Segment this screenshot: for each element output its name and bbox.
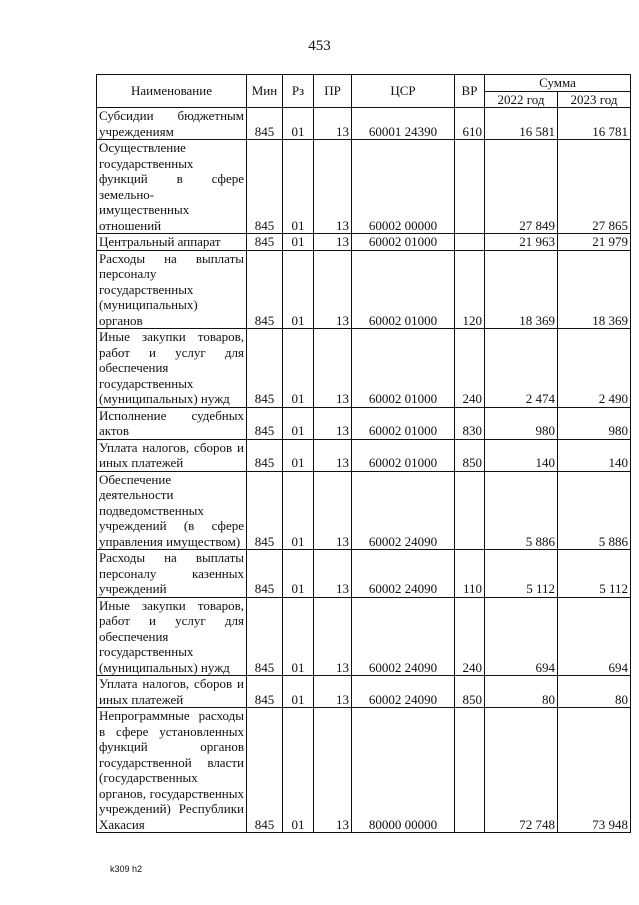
row-amount-2022: 5 886 [485,471,558,550]
table-row [97,329,631,408]
header-year-2022: 2022 год [485,91,558,108]
row-pr: 13 [314,407,352,439]
row-name: Непрограммные расходы в сфере установленных функций органов государственной власти (государственных органов, государственных учреждений) Республики Хакасия [97,708,247,833]
row-csr: 60002 01000 [352,407,455,439]
table-row [97,597,631,676]
row-csr: 60002 01000 [352,329,455,408]
row-rz: 01 [283,234,314,251]
row-vr: 850 [455,439,485,471]
row-csr: 60002 00000 [352,140,455,234]
row-min: 845 [247,140,283,234]
row-csr: 60002 01000 [352,250,455,329]
row-vr [455,234,485,251]
row-csr: 60002 24090 [352,550,455,598]
row-amount-2022: 2 474 [485,329,558,408]
table-row [97,676,631,708]
row-csr: 60002 01000 [352,439,455,471]
row-rz: 01 [283,439,314,471]
row-name: Уплата налогов, сборов и иных платежей [97,439,247,471]
row-pr: 13 [314,471,352,550]
header-csr: ЦСР [352,75,455,108]
row-amount-2023: 2 490 [558,329,631,408]
row-csr: 60002 24090 [352,676,455,708]
row-name: Центральный аппарат [97,234,247,251]
table-row [97,708,631,833]
row-vr [455,708,485,833]
header-pr: ПР [314,75,352,108]
table-row [97,550,631,598]
row-min: 845 [247,329,283,408]
footer-code: k309 h2 [110,864,143,874]
row-csr: 60002 24090 [352,471,455,550]
row-name: Иные закупки товаров, работ и услуг для обеспечения государственных (муниципальных) нужд [97,329,247,408]
row-rz: 01 [283,108,314,140]
row-amount-2022: 980 [485,407,558,439]
row-name: Иные закупки товаров, работ и услуг для обеспечения государственных (муниципальных) нужд [97,597,247,676]
header-rz: Рз [283,75,314,108]
row-rz: 01 [283,597,314,676]
row-rz: 01 [283,329,314,408]
row-pr: 13 [314,708,352,833]
table-header [97,75,631,108]
row-rz: 01 [283,676,314,708]
row-pr: 13 [314,329,352,408]
table-row [97,439,631,471]
row-amount-2022: 16 581 [485,108,558,140]
header-vr: ВР [455,75,485,108]
table-row [97,407,631,439]
row-min: 845 [247,250,283,329]
row-name: Уплата налогов, сборов и иных платежей [97,676,247,708]
row-csr: 80000 00000 [352,708,455,833]
row-csr: 60001 24390 [352,108,455,140]
table-row [97,140,631,234]
row-amount-2023: 27 865 [558,140,631,234]
row-pr: 13 [314,439,352,471]
table-row [97,471,631,550]
row-amount-2023: 21 979 [558,234,631,251]
row-rz: 01 [283,708,314,833]
row-amount-2022: 5 112 [485,550,558,598]
row-pr: 13 [314,234,352,251]
table-row [97,108,631,140]
table-body [97,108,631,833]
row-amount-2023: 140 [558,439,631,471]
header-sum: Сумма [485,75,631,92]
row-pr: 13 [314,676,352,708]
row-min: 845 [247,234,283,251]
row-amount-2023: 18 369 [558,250,631,329]
row-amount-2023: 16 781 [558,108,631,140]
row-amount-2023: 80 [558,676,631,708]
row-min: 845 [247,597,283,676]
row-vr [455,140,485,234]
row-amount-2022: 21 963 [485,234,558,251]
row-vr: 110 [455,550,485,598]
header-year-2023: 2023 год [558,91,631,108]
row-min: 845 [247,439,283,471]
row-rz: 01 [283,250,314,329]
row-name: Обеспечение деятельности подведомственных учреждений (в сфере управления имуществом) [97,471,247,550]
row-rz: 01 [283,140,314,234]
row-name: Осуществление государственных функций в сфере земельно-имущественных отношений [97,140,247,234]
row-rz: 01 [283,407,314,439]
row-min: 845 [247,708,283,833]
row-vr: 610 [455,108,485,140]
header-name: Наименование [97,75,247,108]
row-pr: 13 [314,140,352,234]
row-vr: 830 [455,407,485,439]
table-row [97,234,631,251]
page-number: 453 [308,38,331,54]
row-name: Субсидии бюджетным учреждениям [97,108,247,140]
row-amount-2022: 80 [485,676,558,708]
row-amount-2022: 18 369 [485,250,558,329]
row-csr: 60002 01000 [352,234,455,251]
row-pr: 13 [314,108,352,140]
row-vr [455,471,485,550]
row-pr: 13 [314,597,352,676]
row-amount-2022: 27 849 [485,140,558,234]
row-amount-2022: 72 748 [485,708,558,833]
row-min: 845 [247,407,283,439]
row-min: 845 [247,676,283,708]
row-min: 845 [247,471,283,550]
row-vr: 850 [455,676,485,708]
row-name: Расходы на выплаты персоналу казенных учреждений [97,550,247,598]
row-pr: 13 [314,250,352,329]
row-amount-2023: 5 886 [558,471,631,550]
table-row [97,250,631,329]
row-rz: 01 [283,471,314,550]
row-name: Расходы на выплаты персоналу государственных (муниципальных) органов [97,250,247,329]
row-rz: 01 [283,550,314,598]
row-amount-2023: 5 112 [558,550,631,598]
header-min: Мин [247,75,283,108]
row-pr: 13 [314,550,352,598]
row-amount-2023: 73 948 [558,708,631,833]
row-min: 845 [247,108,283,140]
row-csr: 60002 24090 [352,597,455,676]
row-amount-2022: 694 [485,597,558,676]
row-amount-2023: 980 [558,407,631,439]
row-amount-2022: 140 [485,439,558,471]
row-vr: 240 [455,329,485,408]
row-vr: 120 [455,250,485,329]
row-amount-2023: 694 [558,597,631,676]
row-vr: 240 [455,597,485,676]
budget-table [96,74,631,833]
row-name: Исполнение судебных актов [97,407,247,439]
row-min: 845 [247,550,283,598]
